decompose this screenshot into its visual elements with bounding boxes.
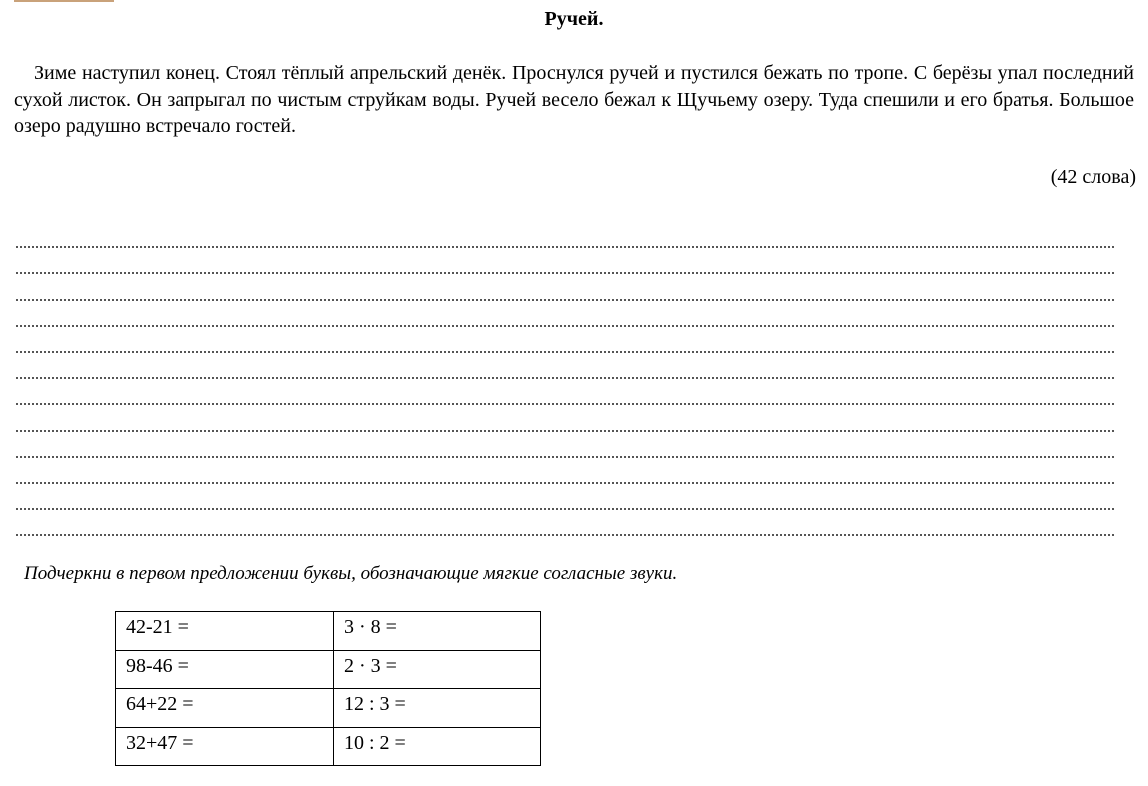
expression-cell: 12 : 3 =: [334, 689, 541, 728]
writing-lines: [16, 222, 1114, 536]
dictation-text: Зиме наступил конец. Стоял тёплый апрельский денёк. Проснулся ручей и пустился бежать по тропе. С берёзы упал последний сухой листок. Он запрыгал по чистым струйкам воды. Ручей весело бежал к Щучьему озеру. Туда спешили и его братья. Большое озеро радушно встречало гостей.: [14, 62, 1134, 137]
page-title: Ручей.: [544, 8, 604, 30]
dotted-writing-line: [16, 301, 1114, 327]
dotted-writing-line: [16, 222, 1114, 248]
expression-cell: 32+47 =: [116, 727, 334, 766]
table-row: [116, 689, 541, 728]
task-instruction: Подчеркни в первом предложении буквы, обозначающие мягкие согласные звуки.: [24, 563, 678, 584]
dotted-writing-line: [16, 248, 1114, 274]
table-row: [116, 650, 541, 689]
expression-cell: 64+22 =: [116, 689, 334, 728]
table-row: [116, 612, 541, 651]
top-decorative-rule: [14, 0, 114, 2]
math-table: [115, 611, 541, 766]
dotted-writing-line: [16, 274, 1114, 300]
dotted-writing-line: [16, 379, 1114, 405]
expression-cell: 42-21 =: [116, 612, 334, 651]
expression-cell: 98-46 =: [116, 650, 334, 689]
dotted-writing-line: [16, 432, 1114, 458]
table-row: [116, 727, 541, 766]
word-count: (42 слова): [1050, 166, 1136, 188]
expression-cell: 3 · 8 =: [334, 612, 541, 651]
dotted-writing-line: [16, 327, 1114, 353]
dotted-writing-line: [16, 405, 1114, 431]
dotted-writing-line: [16, 458, 1114, 484]
dotted-writing-line: [16, 353, 1114, 379]
expression-cell: 2 · 3 =: [334, 650, 541, 689]
dotted-writing-line: [16, 510, 1114, 536]
expression-cell: 10 : 2 =: [334, 727, 541, 766]
dotted-writing-line: [16, 484, 1114, 510]
